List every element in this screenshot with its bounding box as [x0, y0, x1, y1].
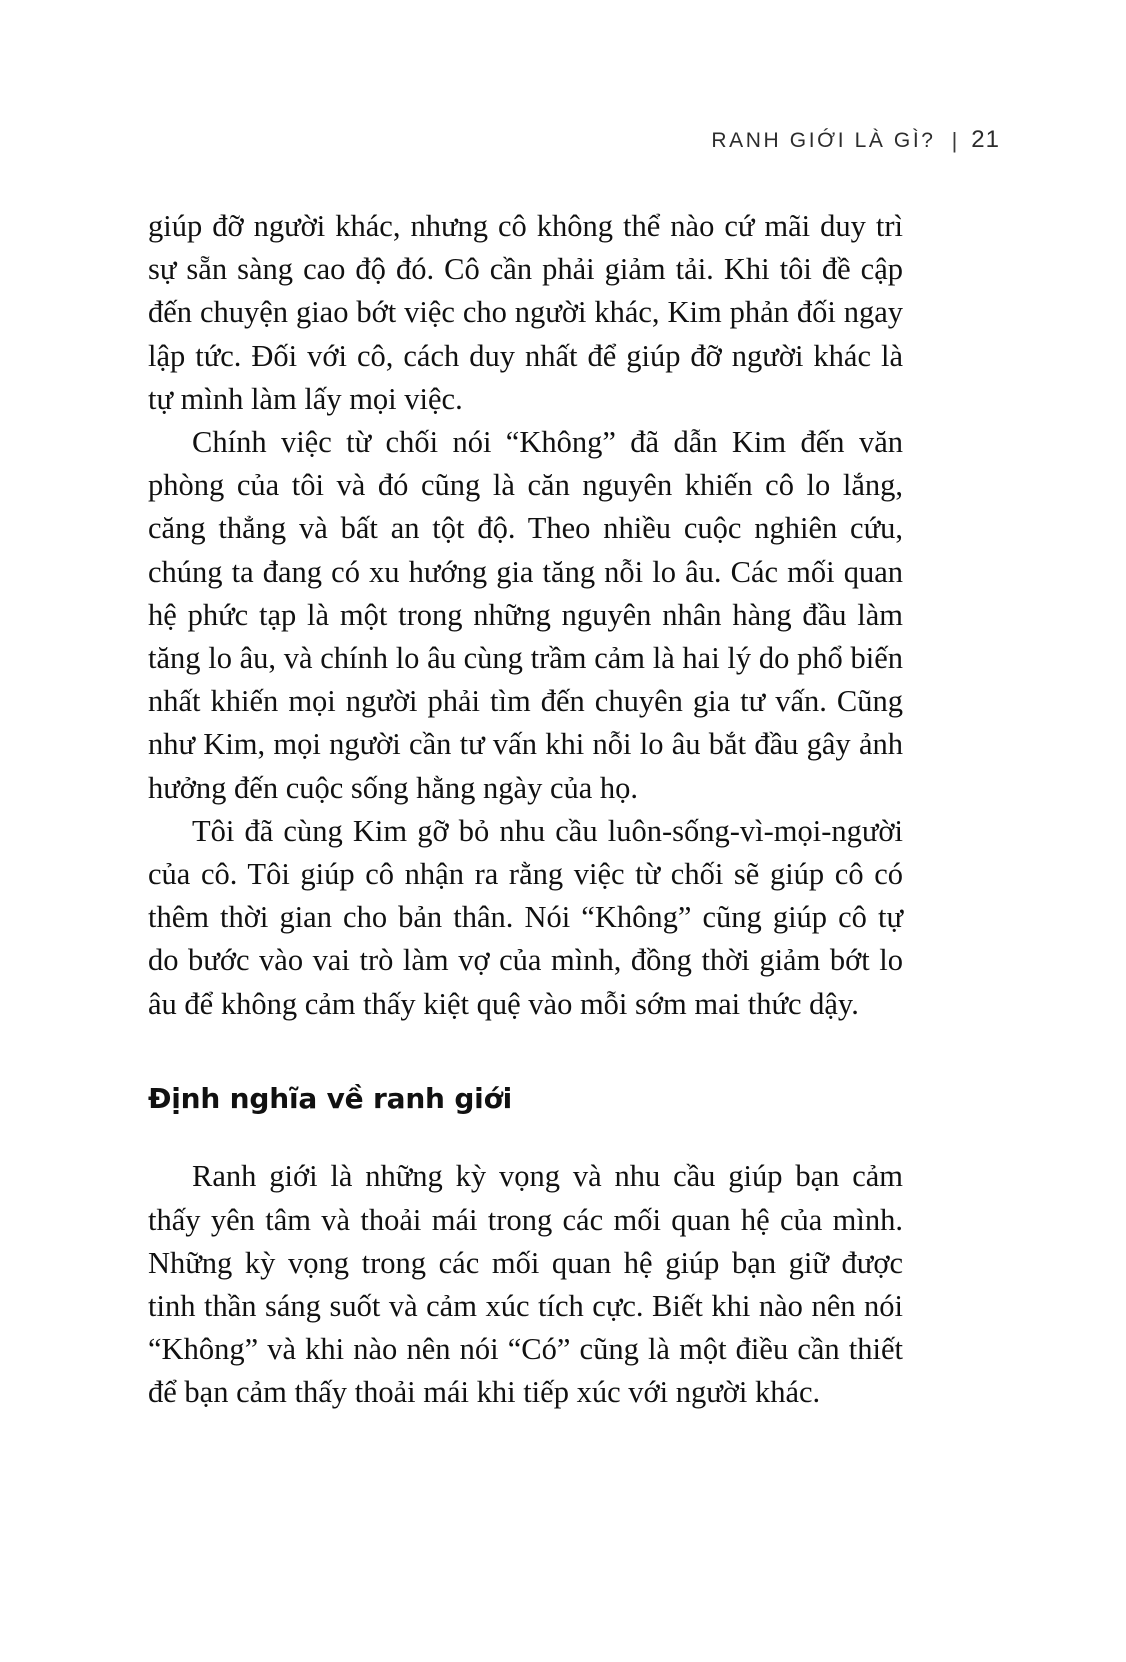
- running-head-title: RANH GIỚI LÀ GÌ?: [711, 129, 936, 152]
- running-head-separator: |: [951, 128, 958, 153]
- section-heading: Định nghĩa về ranh giới: [148, 1081, 513, 1115]
- text-block: [148, 205, 903, 1415]
- paragraph-4: Ranh giới là những kỳ vọng và nhu cầu giúp bạn cảm thấy yên tâm và thoải mái trong các mối quan hệ của mình. Những kỳ vọng trong các mối quan hệ giúp bạn giữ được tinh thần sáng suốt và cảm xúc tích cực. Biết khi nào nên nói “Không” và khi nào nên nói “Có” cũng là một điều cần thiết để bạn cảm thấy thoải mái khi tiếp xúc với người khác.: [148, 1159, 903, 1410]
- paragraph-2: Chính việc từ chối nói “Không” đã dẫn Kim đến văn phòng của tôi và đó cũng là căn nguyên khiến cô lo lắng, căng thẳng và bất an tột độ. Theo nhiều cuộc nghiên cứu, chúng ta đang có xu hướng gia tăng nỗi lo âu. Các mối quan hệ phức tạp là một trong những nguyên nhân hàng đầu làm tăng lo âu, và chính lo âu cùng trầm cảm là hai lý do phổ biến nhất khiến mọi người phải tìm đến chuyên gia tư vấn. Cũng như Kim, mọi người cần tư vấn khi nỗi lo âu bắt đầu gây ảnh hưởng đến cuộc sống hằng ngày của họ.: [148, 425, 903, 805]
- paragraph-3: Tôi đã cùng Kim gỡ bỏ nhu cầu luôn-sống-vì-mọi-người của cô. Tôi giúp cô nhận ra rằng việc từ chối sẽ giúp cô có thêm thời gian cho bản thân. Nói “Không” cũng giúp cô tự do bước vào vai trò làm vợ của mình, đồng thời giảm bớt lo âu để không cảm thấy kiệt quệ vào mỗi sớm mai thức dậy.: [148, 813, 903, 1021]
- heading-spacer-bottom: [148, 1115, 903, 1155]
- heading-spacer-top: [148, 1026, 903, 1082]
- running-head: [711, 126, 1000, 154]
- page-number: 21: [971, 126, 1000, 153]
- paragraph-1: giúp đỡ người khác, nhưng cô không thể nào cứ mãi duy trì sự sẵn sàng cao độ đó. Cô cần phải giảm tải. Khi tôi đề cập đến chuyện giao bớt việc cho người khác, Kim phản đối ngay lập tức. Đối với cô, cách duy nhất để giúp đỡ người khác là tự mình làm lấy mọi việc.: [148, 209, 903, 416]
